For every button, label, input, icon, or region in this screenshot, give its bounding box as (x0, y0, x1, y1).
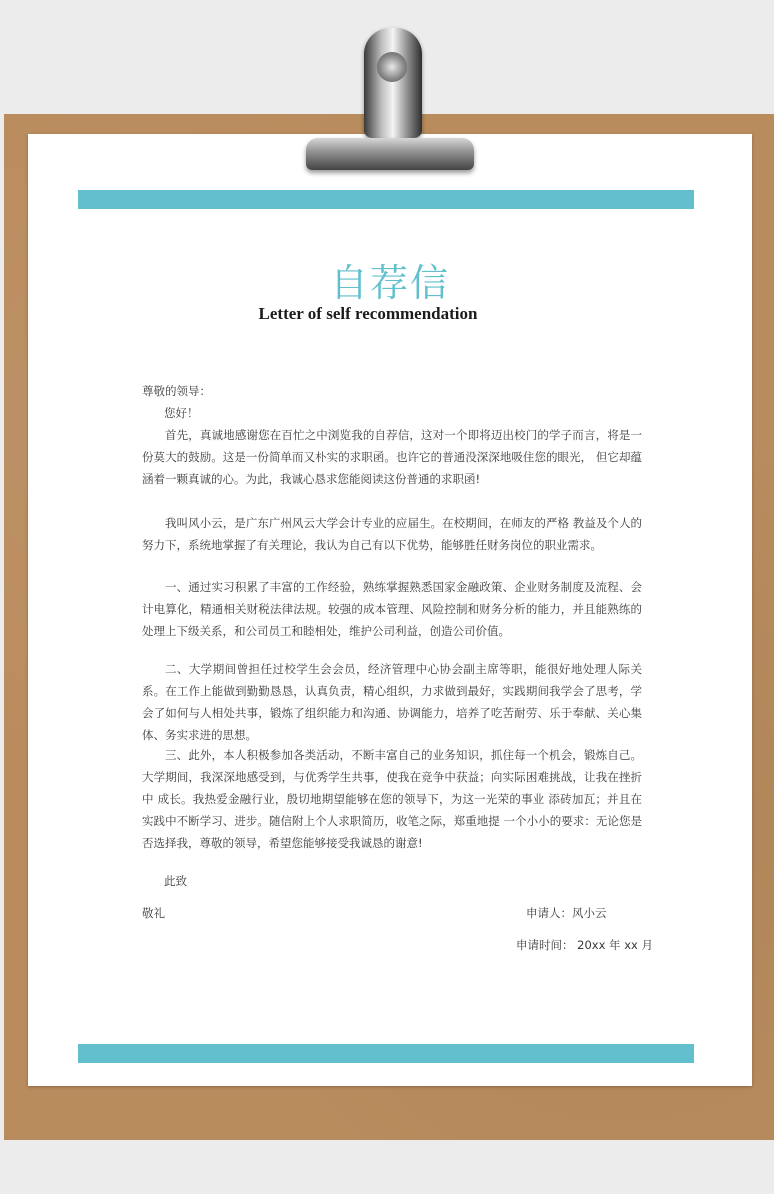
clip-base (306, 138, 474, 170)
letter-paper (28, 134, 752, 1086)
top-accent-bar (78, 190, 694, 209)
closing-line-1: 此致 (164, 874, 187, 888)
paragraph-intro: 首先，真诚地感谢您在百忙之中浏览我的自荐信，这对一个即将迈出校门的学子而言，将是一份莫大的鼓励。这是一份简单而又朴实的求职函。也许它的普通没深深地吸住您的眼光， 但它却蕴涵着一颗真诚的心。为此，我诚心恳求您能阅读这份普通的求职函! (142, 428, 642, 486)
clip-arm (364, 28, 422, 138)
letter-title-english: Letter of self recommendation (258, 304, 478, 323)
paragraph-point-1: 一、通过实习积累了丰富的工作经验，熟练掌握熟悉国家金融政策、企业财务制度及流程、会计电算化，精通相关财税法律法规。较强的成本管理、风险控制和财务分析的能力，并且能熟练的处理上下级关系，和公司员工和睦相处，维护公司利益，创造公司价值。 (142, 580, 642, 638)
closing-line-2: 敬礼 (142, 906, 165, 920)
applicant-signature: 申请人：风小云 (526, 906, 607, 920)
letter-title-chinese: 自荐信 (329, 261, 450, 305)
clip-hole (377, 52, 407, 82)
application-date: 申请时间： 20xx 年 xx 月 (516, 938, 653, 952)
greeting: 尊敬的领导： (142, 384, 211, 398)
hello-line: 您好！ (164, 406, 199, 420)
paragraph-point-3: 三、此外，本人积极参加各类活动，不断丰富自己的业务知识，抓住每一个机会，锻炼自己。大学期间，我深深地感受到，与优秀学生共事，使我在竞争中获益；向实际困难挑战，让我在挫折中 成长。我热爱金融行业，殷切地期望能够在您的领导下，为这一光荣的事业 添砖加瓦；并且在实践中不断学习、进步。随信附上个人求职简历，收笔之际，郑重地提 一个小小的要求：无论您是否选择我，尊敬的领导，希望您能够接受我诚恳的谢意! (142, 748, 642, 850)
bottom-accent-bar (78, 1044, 694, 1063)
paragraph-background: 我叫风小云，是广东广州风云大学会计专业的应届生。在校期间，在师友的严格 教益及个人的努力下，系统地掌握了有关理论，我认为自己有以下优势，能够胜任财务岗位的职业需求。 (142, 516, 642, 552)
paragraph-point-2: 二、大学期间曾担任过校学生会会员，经济管理中心协会副主席等职，能很好地处理人际关系。在工作上能做到勤勤恳恳，认真负责，精心组织，力求做到最好，实践期间我学会了思考，学会了如何与人相处共事，锻炼了组织能力和沟通、协调能力，培养了吃苦耐劳、乐于奉献、关心集体、务实求进的思想。 (142, 662, 642, 742)
